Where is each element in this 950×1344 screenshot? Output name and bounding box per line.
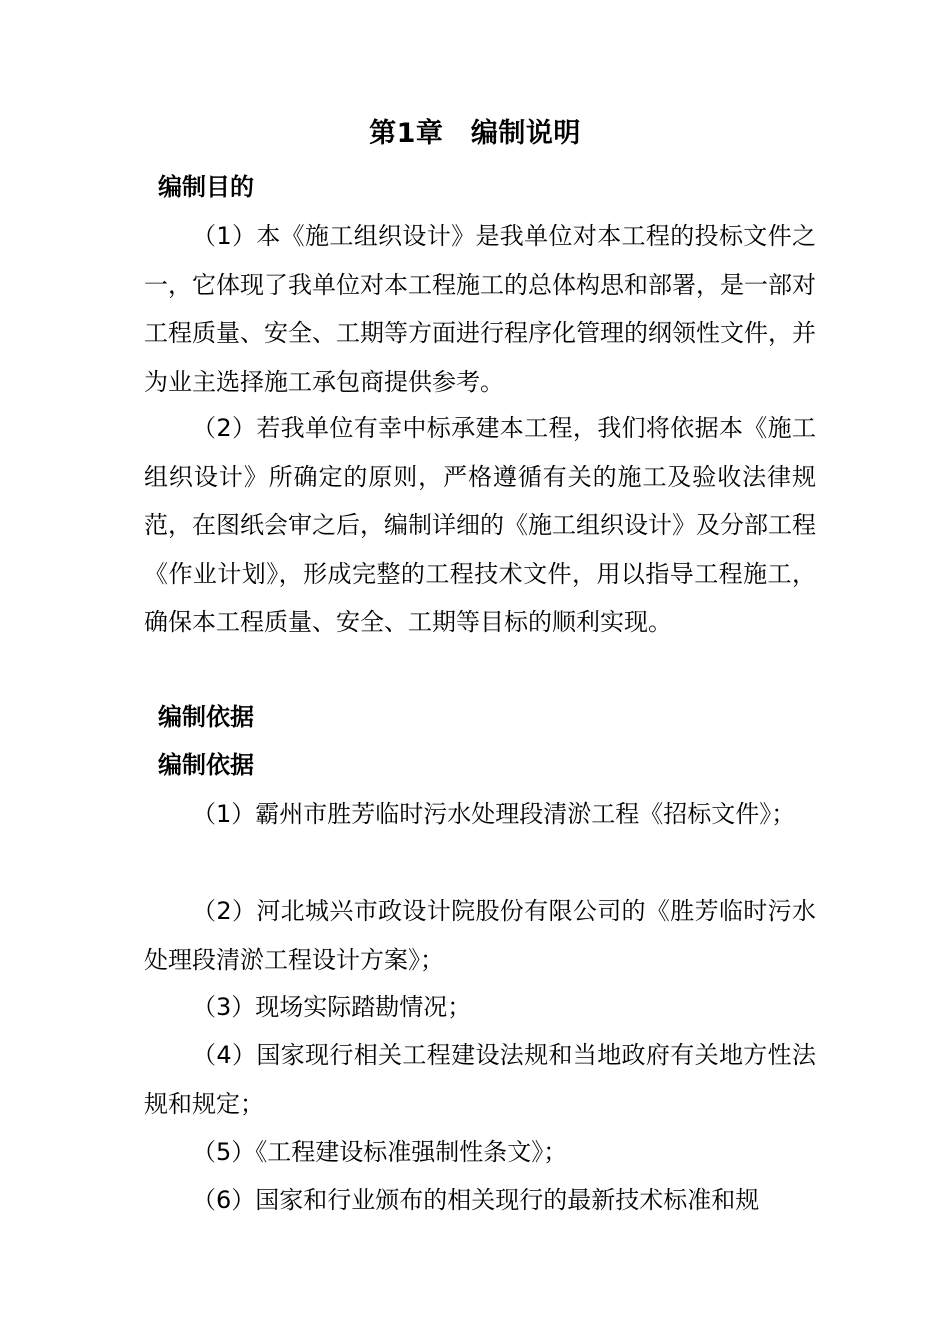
basis-item-3: （3）现场实际踏勘情况； <box>192 993 472 1021</box>
section-heading-purpose: 编制目的 <box>158 173 254 201</box>
basis-item-2: （2）河北城兴市政设计院股份有限公司的《胜芳临时污水处理段清淤工程设计方案》； <box>144 897 816 974</box>
basis-item-4: （4）国家现行相关工程建设法规和当地政府有关地方性法规和规定； <box>144 1041 816 1118</box>
section-heading-basis: 编制依据 <box>158 703 254 731</box>
chapter-title: 第1章 编制说明 <box>369 118 581 149</box>
paragraph-purpose-1: （1）本《施工组织设计》是我单位对本工程的投标文件之一，它体现了我单位对本工程施工的总体构思和部署，是一部对工程质量、安全、工期等方面进行程序化管理的纲领性文件，并为业主选择施工承包商提供参考。 <box>144 222 816 396</box>
subsection-heading-basis: 编制依据 <box>158 751 254 779</box>
basis-item-6: （6）国家和行业颁布的相关现行的最新技术标准和规 <box>192 1186 760 1214</box>
basis-item-5: （5）《工程建设标准强制性条文》； <box>192 1138 568 1166</box>
paragraph-purpose-2: （2）若我单位有幸中标承建本工程，我们将依据本《施工组织设计》所确定的原则，严格遵循有关的施工及验收法律规范，在图纸会审之后，编制详细的《施工组织设计》及分部工程《作业计划》，形成完整的工程技术文件，用以指导工程施工，确保本工程质量、安全、工期等目标的顺利实现。 <box>144 414 816 636</box>
basis-item-1: （1）霸州市胜芳临时污水处理段清淤工程《招标文件》； <box>192 800 796 828</box>
